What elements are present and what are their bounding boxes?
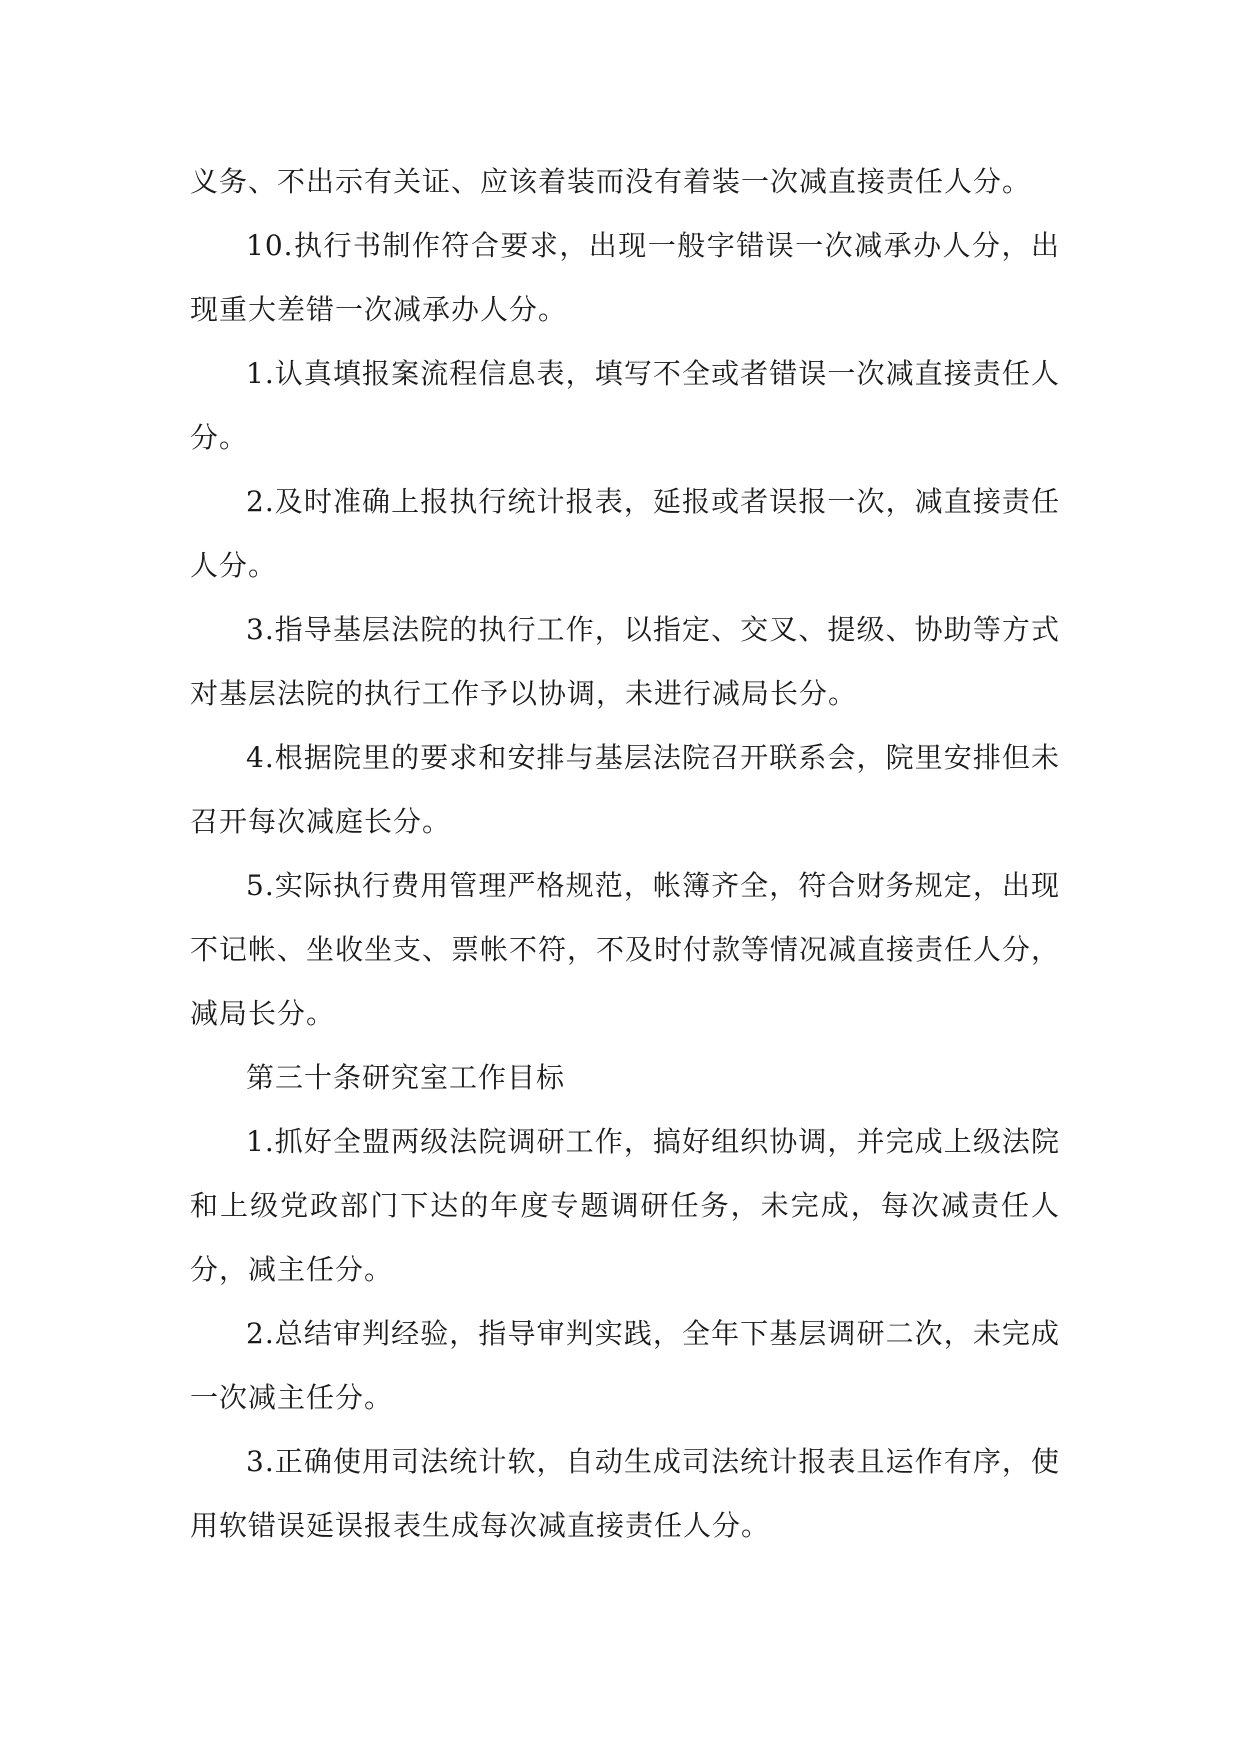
paragraph-item-4a: 4.根据院里的要求和安排与基层法院召开联系会，院里安排但未召开每次减庭长分。 — [190, 741, 1060, 838]
paragraph-item-10: 10.执行书制作符合要求，出现一般字错误一次减承办人分，出现重大差错一次减承办人分。 — [190, 229, 1060, 326]
paragraph-continuation: 义务、不出示有关证、应该着装而没有着装一次减直接责任人分。 — [190, 165, 1032, 198]
paragraph-item-3a: 3.指导基层法院的执行工作，以指定、交叉、提级、协助等方式对基层法院的执行工作予以协调，未进行减局长分。 — [190, 613, 1060, 710]
paragraph-item-1b: 1.抓好全盟两级法院调研工作，搞好组织协调，并完成上级法院和上级党政部门下达的年度专题调研任务，未完成，每次减责任人分，减主任分。 — [190, 1125, 1060, 1286]
paragraph-item-5a: 5.实际执行费用管理严格规范，帐簿齐全，符合财务规定，出现不记帐、坐收坐支、票帐不符，不及时付款等情况减直接责任人分，减局长分。 — [190, 869, 1061, 1030]
paragraph-item-2a: 2.及时准确上报执行统计报表，延报或者误报一次，减直接责任人分。 — [190, 485, 1060, 582]
paragraph-item-1a: 1.认真填报案流程信息表，填写不全或者错误一次减直接责任人分。 — [190, 357, 1060, 454]
paragraph-item-3b: 3.正确使用司法统计软，自动生成司法统计报表且运作有序，使用软错误延误报表生成每次减直接责任人分。 — [190, 1445, 1060, 1542]
paragraph-item-2b: 2.总结审判经验，指导审判实践，全年下基层调研二次，未完成一次减主任分。 — [190, 1317, 1060, 1414]
article-heading: 第三十条研究室工作目标 — [246, 1061, 566, 1094]
document-page — [190, 150, 1060, 1558]
